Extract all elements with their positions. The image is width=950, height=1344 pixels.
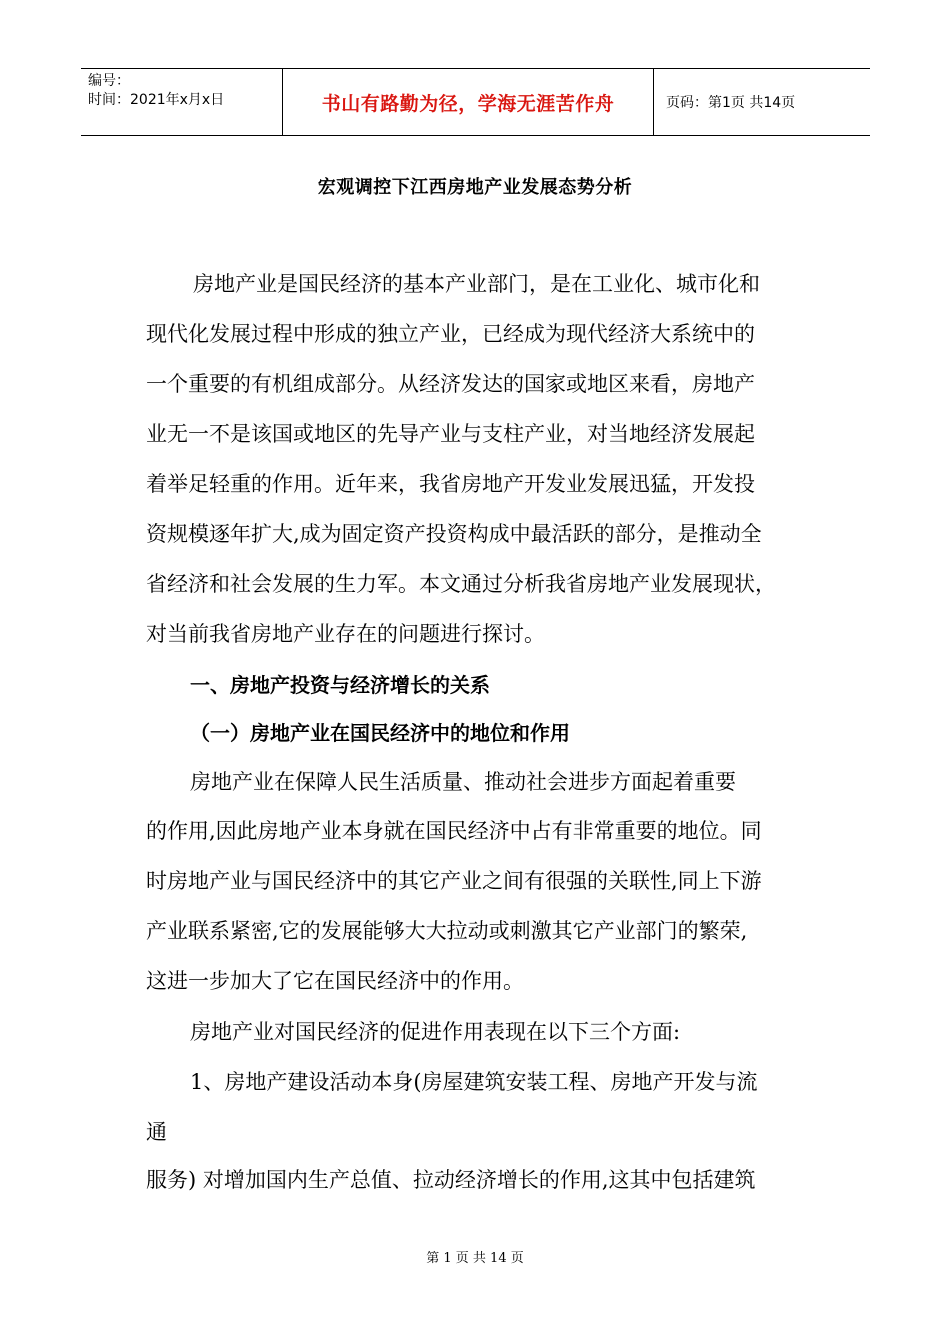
header-page-cell xyxy=(654,69,870,135)
paragraph-line: 对当前我省房地产业存在的问题进行探讨。 xyxy=(146,622,545,646)
subsection-heading: （一）房地产业在国民经济中的地位和作用 xyxy=(190,721,570,745)
section-heading: 一、房地产投资与经济增长的关系 xyxy=(190,673,490,697)
paragraph-line: 通 xyxy=(146,1120,167,1144)
paragraph-line: 房地产业对国民经济的促进作用表现在以下三个方面: xyxy=(190,1020,681,1044)
paragraph-line: 业无一不是该国或地区的先导产业与支柱产业，对当地经济发展起 xyxy=(146,422,755,446)
paragraph-line: 这进一步加大了它在国民经济中的作用。 xyxy=(146,969,524,993)
header-motto-cell xyxy=(283,69,654,135)
paragraph-line: 着举足轻重的作用。近年来，我省房地产开发业发展迅猛，开发投 xyxy=(146,472,755,496)
paragraph-line: 1、房地产建设活动本身(房屋建筑安装工程、房地产开发与流 xyxy=(190,1070,758,1094)
doc-time-label: 时间：2021年x月x日 xyxy=(88,92,225,108)
paragraph-line: 省经济和社会发展的生力军。本文通过分析我省房地产业发展现状， xyxy=(146,572,776,596)
paragraph-line: 现代化发展过程中形成的独立产业，已经成为现代经济大系统中的 xyxy=(146,322,755,346)
paragraph-line: 房地产业在保障人民生活质量、推动社会进步方面起着重要 xyxy=(190,770,736,794)
page-footer: 第 1 页 共 14 页 xyxy=(426,1251,524,1266)
header-motto: 书山有路勤为径，学海无涯苦作舟 xyxy=(321,92,615,115)
header-meta xyxy=(81,69,283,135)
paragraph-line: 服务) 对增加国内生产总值、拉动经济增长的作用,这其中包括建筑 xyxy=(146,1168,756,1192)
header-page-info: 页码：第1页 共14页 xyxy=(666,95,796,111)
paragraph-line: 一个重要的有机组成部分。从经济发达的国家或地区来看，房地产 xyxy=(146,372,755,396)
page-header xyxy=(81,68,870,136)
document-title: 宏观调控下江西房地产业发展态势分析 xyxy=(317,177,633,198)
paragraph-line: 资规模逐年扩大,成为固定资产投资构成中最活跃的部分，是推动全 xyxy=(146,522,762,546)
doc-number-label: 编号： xyxy=(88,73,130,89)
paragraph-line: 的作用,因此房地产业本身就在国民经济中占有非常重要的地位。同 xyxy=(146,819,762,843)
paragraph-line: 时房地产业与国民经济中的其它产业之间有很强的关联性,同上下游 xyxy=(146,869,762,893)
paragraph-line: 产业联系紧密,它的发展能够大大拉动或刺激其它产业部门的繁荣, xyxy=(146,919,748,943)
paragraph-line: 房地产业是国民经济的基本产业部门，是在工业化、城市化和 xyxy=(193,272,760,296)
